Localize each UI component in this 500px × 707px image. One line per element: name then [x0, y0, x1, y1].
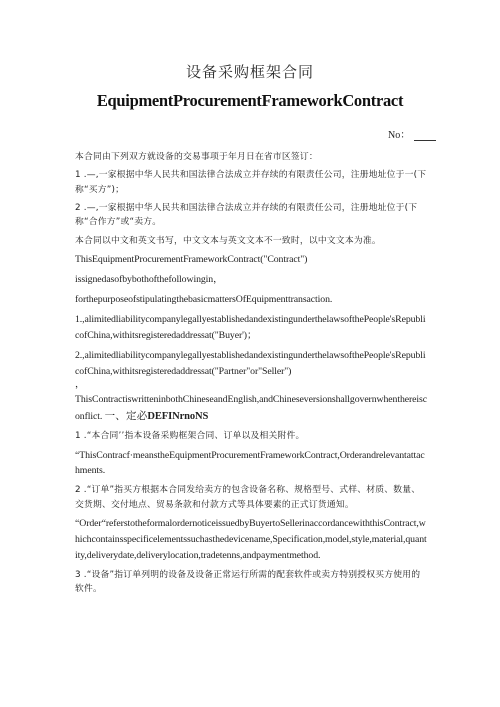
party-2-cn: 2 .—,一家根据中华人民共和国法律合法成立并存续的有限责任公司，注册地址位于(下称“合作方”或“卖方。 — [75, 203, 418, 228]
preamble-en-3: forthepurposeofstipulatingthebasicmattersOfEquipmenttransaction. — [75, 294, 333, 306]
definition-1-cn: 1 .“本合同’’指本设备采购框架合同、订单以及相关附件。 — [75, 431, 305, 442]
preamble-en-2: issignedasofbybothofthefollowingin， — [75, 274, 223, 286]
party-2-en: 2.,alimitedliabilitycompanylegallyestablishedandexistingunderthelawsofthePeople'sRepublicofChina,withitsregisteredaddressat("Partner"or"Seller") — [75, 350, 426, 378]
preamble-cn: 本合同由下列双方就设备的交易事项于年月日在省市区签订： — [75, 152, 318, 162]
definition-2-cn: 2 .“订单”指买方根据本合同发给卖方的包含设备名称、规格型号、式样、材质、数量、交货期、交付地点、贸易条款和付款方式等具体要素的正式订货通知。 — [75, 485, 421, 510]
contract-number — [388, 126, 436, 141]
language-clause-en-text: ThisContractiswritteninbothChineseandEnglish,andChineseversionshallgovernwhenthereisconflict. — [75, 394, 428, 422]
party-1-en: 1.,alimitedliabilitycompanylegallyestablishedandexistingunderthelawsofthePeople'sRepublicofChina,withitsregisteredaddressat("Buyer')； — [75, 314, 426, 342]
language-clause-cn: 本合同以中文和英文书写，中文文本与英文文本不一致时，以中文文本为准。 — [75, 235, 381, 246]
section-heading-cn: 一、定必 — [104, 409, 148, 422]
separator-mark: ， — [75, 379, 85, 391]
contract-body — [75, 150, 427, 601]
contract-number-label: No： — [388, 130, 411, 141]
definition-1-en: “ThisContracf·meanstheEquipmentProcurementFrameworkContract,Orderandrelevantattachments. — [75, 449, 425, 477]
contract-number-blank — [414, 129, 436, 141]
definition-3-cn: 3 .“设备”指订单列明的设备及设备正常运行所需的配套软件或卖方特别授权买方使用的软件。 — [75, 569, 421, 595]
party-1-cn: 1 .—,一家根据中华人民共和国法律合法成立并存续的有限责任公司，注册地址位于一(下称“买方”)； — [75, 170, 427, 195]
definition-2-en: “Order“referstotheformalordernoticeissuedbyBuyertoSellerinaccordancewiththisContract,whichcontainsspecificelementssuchasthedevicename,Specification,model,style,material,quantity,deliverydate,deliverylocation,tradetenns,andpaymentmethod. — [75, 518, 427, 561]
title-en: EquipmentProcurementFrameworkContract — [96, 91, 404, 110]
language-clause-en — [75, 392, 427, 425]
title-cn: 设备采购框架合同 — [185, 63, 314, 81]
section-heading-en: DEFINrnoNS — [147, 410, 209, 422]
preamble-en-1: ThisEquipmentProcurementFrameworkContract("Contract") — [75, 254, 308, 266]
